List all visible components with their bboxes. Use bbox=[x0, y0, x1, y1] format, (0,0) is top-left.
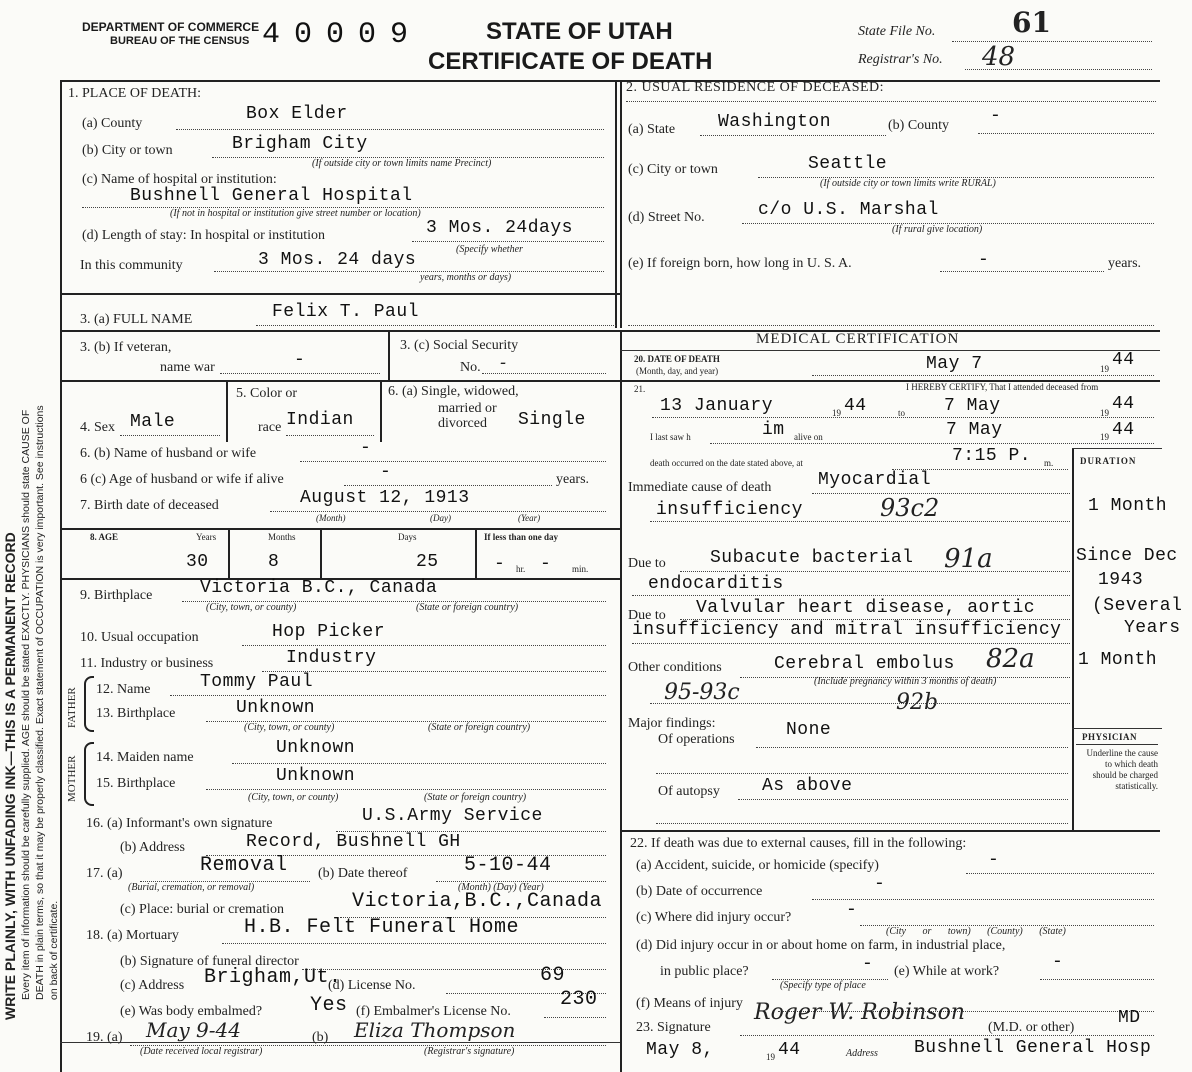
due1-line1: Subacute bacterial bbox=[710, 548, 914, 568]
to-label: to bbox=[898, 408, 906, 418]
place-of-death-label: 1. PLACE OF DEATH: bbox=[68, 86, 202, 101]
pod-county-label: (a) County bbox=[82, 116, 143, 131]
certify-text: I HEREBY CERTIFY, That I attended deceased from bbox=[906, 382, 1099, 392]
mother-name-label: 14. Maiden name bbox=[96, 750, 194, 765]
disposal-method: Removal bbox=[200, 854, 288, 877]
occupation-value: Hop Picker bbox=[272, 622, 386, 642]
sex-value: Male bbox=[130, 412, 176, 432]
pod-city-label: (b) City or town bbox=[82, 143, 173, 158]
last-saw-year-prefix: 19 bbox=[1100, 432, 1109, 442]
due1-label: Due to bbox=[628, 556, 666, 571]
pod-city-hint: (If outside city or town limits name Precinct) bbox=[312, 158, 492, 169]
other-label: Other conditions bbox=[628, 660, 722, 675]
received-hint: (Date received local registrar) bbox=[140, 1046, 263, 1057]
birthplace-label: 9. Birthplace bbox=[80, 588, 153, 603]
years-label: Years bbox=[196, 532, 217, 542]
department-label: DEPARTMENT OF COMMERCE bbox=[82, 20, 260, 34]
embalmer-license: 230 bbox=[560, 988, 598, 1011]
due2-duration-2: Years bbox=[1124, 618, 1181, 638]
due2-line2: insufficiency and mitral insufficiency bbox=[632, 620, 1062, 640]
duration-label: DURATION bbox=[1080, 456, 1137, 466]
spouse-age-unit: years. bbox=[556, 472, 590, 487]
days-label: Days bbox=[398, 532, 417, 542]
date-death-label: 20. DATE OF DEATH bbox=[634, 354, 720, 364]
signature-label: 23. Signature bbox=[636, 1020, 711, 1035]
certificate-title: CERTIFICATE OF DEATH bbox=[428, 48, 713, 75]
mother-name-value: Unknown bbox=[276, 738, 356, 758]
accident-value: - bbox=[988, 850, 1000, 870]
min-value: - bbox=[540, 554, 552, 574]
marital-value: Single bbox=[518, 410, 586, 430]
birth-label: 7. Birth date of deceased bbox=[80, 498, 219, 513]
disposal-place: Victoria,B.C.,Canada bbox=[352, 890, 603, 913]
spouse-label: 6. (b) Name of husband or wife bbox=[80, 446, 257, 461]
mort-address-label: (c) Address bbox=[120, 978, 185, 993]
informant-address-label: (b) Address bbox=[120, 840, 185, 855]
embalmed-label: (e) Was body embalmed? bbox=[120, 1004, 263, 1019]
alive-label: alive on bbox=[794, 432, 823, 442]
occupation-label: 10. Usual occupation bbox=[80, 630, 199, 645]
other-code: 82a bbox=[986, 644, 1035, 674]
sidebar-instructions-3: DEATH in plain terms, so that it may be properly classified. Exact statement of OCCUPATION is very important. See instructions bbox=[34, 405, 46, 1000]
physician-note: Underline the cause to which death should be charged statistically. bbox=[1086, 748, 1158, 791]
pod-stay-hospital-value: 3 Mos. 24days bbox=[426, 218, 573, 238]
means-label: (f) Means of injury bbox=[636, 996, 743, 1011]
due1-code: 91a bbox=[944, 544, 993, 574]
age-days-value: 25 bbox=[416, 552, 439, 572]
residence-label: 2. USUAL RESIDENCE OF DECEASED: bbox=[626, 80, 885, 95]
disposal-date-label: (b) Date thereof bbox=[318, 866, 408, 881]
res-street-label: (d) Street No. bbox=[628, 210, 705, 225]
disposal-method-hint: (Burial, cremation, or removal) bbox=[128, 882, 255, 893]
father-birthplace-value: Unknown bbox=[236, 698, 316, 718]
race-value: Indian bbox=[286, 410, 354, 430]
pod-stay-label: (d) Length of stay: In hospital or institution bbox=[82, 228, 326, 243]
major-findings-label: Major findings: bbox=[628, 716, 716, 731]
registrar-signature: Eliza Thompson bbox=[354, 1018, 516, 1042]
work-label: (e) While at work? bbox=[894, 964, 1000, 979]
immediate-value-2: insufficiency bbox=[656, 500, 803, 520]
res-state-label: (a) State bbox=[628, 122, 676, 137]
where-hint: (City or town) (County) (State) bbox=[886, 926, 1066, 937]
sidebar-instructions-1: WRITE PLAINLY, WITH UNFADING INK—THIS IS A PERMANENT RECORD bbox=[2, 532, 18, 1020]
other-duration: 1 Month bbox=[1078, 650, 1158, 670]
due1-duration-2: 1943 bbox=[1098, 570, 1144, 590]
birth-year-hint: (Year) bbox=[518, 513, 541, 523]
ssn-label: 3. (c) Social Security bbox=[400, 338, 519, 353]
marital-label-2: married or bbox=[438, 401, 497, 416]
pod-specify-hint-2: years, months or days) bbox=[420, 272, 512, 283]
where-value: - bbox=[846, 900, 858, 920]
due2-label: Due to bbox=[628, 608, 666, 623]
spouse-age-value: - bbox=[380, 462, 392, 482]
age-label: 8. AGE bbox=[90, 532, 119, 542]
ssn-value: - bbox=[500, 352, 507, 373]
age-years-value: 30 bbox=[186, 552, 209, 572]
date-death-year-prefix: 19 bbox=[1100, 364, 1109, 374]
sig-year-prefix: 19 bbox=[766, 1052, 775, 1062]
full-name-value: Felix T. Paul bbox=[272, 302, 419, 322]
license-value: 69 bbox=[540, 964, 566, 987]
pod-specify-hint: (Specify whether bbox=[456, 244, 523, 255]
public-label: in public place? bbox=[660, 964, 749, 979]
death-time-label: death occurred on the date stated above, at bbox=[650, 458, 803, 468]
race-label: race bbox=[258, 420, 282, 435]
death-time-m: m. bbox=[1044, 458, 1054, 468]
mother-hint-state: (State or foreign country) bbox=[424, 792, 527, 803]
mother-birthplace-label: 15. Birthplace bbox=[96, 776, 176, 791]
res-city-label: (c) City or town bbox=[628, 162, 718, 177]
death-time-value: 7:15 P. bbox=[952, 446, 1032, 466]
father-hint-city: (City, town, or county) bbox=[244, 722, 335, 733]
last-saw-label: I last saw h bbox=[650, 432, 691, 442]
marital-label: 6. (a) Single, widowed, bbox=[388, 384, 519, 399]
war-value: - bbox=[294, 350, 306, 370]
where-label: (c) Where did injury occur? bbox=[636, 910, 792, 925]
birthplace-hint-2: (State or foreign country) bbox=[416, 602, 519, 613]
mother-brace bbox=[84, 742, 94, 806]
informant-address-value: Record, Bushnell GH bbox=[246, 832, 461, 852]
pod-city-value: Brigham City bbox=[232, 134, 368, 154]
other-value: Cerebral embolus bbox=[774, 654, 955, 674]
home-label: (d) Did injury occur in or about home on farm, in industrial place, bbox=[636, 938, 1006, 953]
father-name-label: 12. Name bbox=[96, 682, 151, 697]
birth-day-hint: (Day) bbox=[430, 513, 451, 523]
hr-label: hr. bbox=[516, 564, 526, 574]
other-hint: (Include pregnancy within 3 months of death) bbox=[814, 676, 997, 687]
father-hint-state: (State or foreign country) bbox=[428, 722, 531, 733]
industry-label: 11. Industry or business bbox=[80, 656, 214, 671]
date-death-value: May 7 bbox=[926, 354, 983, 374]
embalmer-label: (f) Embalmer's License No. bbox=[356, 1004, 511, 1019]
mort-address-value: Brigham,Ut. bbox=[204, 966, 342, 989]
means-hint: (Specify type of place bbox=[780, 980, 866, 991]
occurrence-value: - bbox=[874, 874, 886, 894]
res-state-value: Washington bbox=[718, 112, 832, 132]
res-county-label: (b) County bbox=[888, 118, 950, 133]
mother-hint-city: (City, town, or county) bbox=[248, 792, 339, 803]
mother-tag: MOTHER bbox=[66, 755, 78, 802]
due2-line1: Valvular heart disease, aortic bbox=[696, 598, 1036, 618]
to-year: 44 bbox=[1112, 394, 1135, 414]
sex-label: 4. Sex bbox=[80, 420, 115, 435]
res-street-hint: (If rural give location) bbox=[892, 224, 983, 235]
mortuary-value: H.B. Felt Funeral Home bbox=[244, 916, 520, 939]
age-months-value: 8 bbox=[268, 552, 280, 572]
received-date: May 9-44 bbox=[146, 1018, 241, 1042]
pod-county-value: Box Elder bbox=[246, 104, 348, 124]
accident-label: (a) Accident, suicide, or homicide (specify) bbox=[636, 858, 879, 873]
date-death-year: 44 bbox=[1112, 350, 1135, 370]
res-street-value: c/o U.S. Marshal bbox=[758, 200, 939, 220]
color-label: 5. Color or bbox=[236, 386, 298, 401]
other-code-2: 95-93c bbox=[664, 680, 740, 705]
pod-community-value: 3 Mos. 24 days bbox=[258, 250, 417, 270]
disposal-place-label: (c) Place: burial or cremation bbox=[120, 902, 285, 917]
sig-date: May 8, bbox=[646, 1040, 714, 1060]
attended-to: 7 May bbox=[944, 396, 1001, 416]
registrar-number: 48 bbox=[982, 42, 1016, 72]
work-value: - bbox=[1052, 952, 1064, 972]
less-day-label: If less than one day bbox=[484, 532, 559, 542]
res-city-hint: (If outside city or town limits write RURAL) bbox=[820, 178, 996, 189]
registrar-sig-label: (b) bbox=[312, 1030, 329, 1045]
occurrence-label: (b) Date of occurrence bbox=[636, 884, 763, 899]
bureau-label: BUREAU OF THE CENSUS bbox=[110, 35, 250, 47]
disposal-label: 17. (a) bbox=[86, 866, 123, 881]
due1-duration-1: Since Dec bbox=[1076, 546, 1178, 566]
disposal-date: 5-10-44 bbox=[464, 854, 552, 877]
res-foreign-label: (e) If foreign born, how long in U. S. A. bbox=[628, 256, 852, 271]
sig-year: 44 bbox=[778, 1040, 801, 1060]
license-label: (d) License No. bbox=[328, 978, 416, 993]
informant-sig-label: 16. (a) Informant's own signature bbox=[86, 816, 273, 831]
md-label: (M.D. or other) bbox=[988, 1020, 1075, 1035]
external-label: 22. If death was due to external causes, fill in the following: bbox=[630, 836, 967, 851]
res-city-value: Seattle bbox=[808, 154, 888, 174]
immediate-value-1: Myocardial bbox=[818, 470, 932, 490]
res-foreign-value: - bbox=[978, 250, 990, 270]
sig-address-label: Address bbox=[846, 1048, 878, 1059]
war-label: name war bbox=[160, 360, 215, 375]
ssn-no-label: No. bbox=[460, 360, 481, 375]
birthplace-value: Victoria B.C., Canada bbox=[200, 578, 438, 598]
autopsy-label: Of autopsy bbox=[658, 784, 720, 799]
operations-value: None bbox=[786, 720, 832, 740]
marital-label-3: divorced bbox=[438, 416, 487, 431]
state-file-number: 61 bbox=[1012, 6, 1051, 39]
state-file-label: State File No. bbox=[858, 24, 936, 39]
last-saw-date: 7 May bbox=[946, 420, 1003, 440]
birth-value: August 12, 1913 bbox=[300, 488, 470, 508]
pod-community-label: In this community bbox=[80, 258, 183, 273]
pod-hospital-label: (c) Name of hospital or institution: bbox=[82, 172, 277, 187]
pod-hospital-hint: (If not in hospital or institution give street number or location) bbox=[170, 208, 421, 219]
father-birthplace-label: 13. Birthplace bbox=[96, 706, 176, 721]
veteran-label: 3. (b) If veteran, bbox=[80, 340, 172, 355]
disposal-date-hint: (Month) (Day) (Year) bbox=[458, 882, 544, 893]
mortuary-label: 18. (a) Mortuary bbox=[86, 928, 179, 943]
res-county-value: - bbox=[990, 106, 1002, 126]
to-year-prefix: 19 bbox=[1100, 408, 1109, 418]
immediate-duration: 1 Month bbox=[1088, 496, 1168, 516]
mother-birthplace-value: Unknown bbox=[276, 766, 356, 786]
immediate-code: 93c2 bbox=[880, 494, 940, 522]
birth-month-hint: (Month) bbox=[316, 513, 346, 523]
md-value: MD bbox=[1118, 1008, 1141, 1028]
father-brace bbox=[84, 676, 94, 732]
immediate-label: Immediate cause of death bbox=[628, 480, 772, 495]
pod-hospital-value: Bushnell General Hospital bbox=[130, 186, 413, 206]
last-saw-year: 44 bbox=[1112, 420, 1135, 440]
autopsy-value: As above bbox=[762, 776, 853, 796]
serial-number: 40009 bbox=[262, 18, 423, 52]
sig-address: Bushnell General Hosp bbox=[914, 1038, 1152, 1058]
hr-value: - bbox=[494, 554, 506, 574]
operations-label: Of operations bbox=[658, 732, 735, 747]
from-year-prefix: 19 bbox=[832, 408, 841, 418]
father-tag: FATHER bbox=[66, 687, 78, 728]
spouse-value: - bbox=[360, 438, 372, 458]
received-label: 19. (a) bbox=[86, 1030, 123, 1045]
date-death-hint: (Month, day, and year) bbox=[636, 366, 719, 376]
public-value: - bbox=[862, 954, 874, 974]
min-label: min. bbox=[572, 564, 589, 574]
other-code-3: 92b bbox=[896, 690, 939, 715]
embalmed-value: Yes bbox=[310, 994, 348, 1017]
spouse-age-label: 6 (c) Age of husband or wife if alive bbox=[80, 472, 284, 487]
father-name-value: Tommy Paul bbox=[200, 672, 314, 692]
physician-title: PHYSICIAN bbox=[1082, 732, 1138, 742]
state-label: STATE OF UTAH bbox=[486, 18, 673, 45]
sidebar-instructions-2: Every item of information should be carefully supplied. AGE should be stated EXACTLY. PHYSICIANS should state CAUSE OF bbox=[20, 409, 32, 1000]
attended-from: 13 January bbox=[660, 396, 774, 416]
registrar-hint: (Registrar's signature) bbox=[424, 1046, 515, 1057]
registrar-label: Registrar's No. bbox=[858, 52, 943, 67]
months-label: Months bbox=[268, 532, 296, 542]
res-years-label: years. bbox=[1108, 256, 1142, 271]
sidebar-instructions-4: on back of certificate. bbox=[48, 900, 60, 1000]
full-name-label: 3. (a) FULL NAME bbox=[80, 312, 193, 327]
from-year: 44 bbox=[844, 396, 867, 416]
last-saw-suffix: im bbox=[762, 420, 785, 440]
certify-number: 21. bbox=[634, 384, 646, 394]
physician-signature: Roger W. Robinson bbox=[754, 1000, 965, 1025]
birthplace-hint-1: (City, town, or county) bbox=[206, 602, 297, 613]
due2-duration-1: (Several bbox=[1092, 596, 1183, 616]
due1-line2: endocarditis bbox=[648, 574, 784, 594]
medical-title: MEDICAL CERTIFICATION bbox=[756, 331, 960, 347]
industry-value: Industry bbox=[286, 648, 377, 668]
director-label: (b) Signature of funeral director bbox=[120, 954, 299, 969]
informant-sig-value: U.S.Army Service bbox=[362, 806, 543, 826]
